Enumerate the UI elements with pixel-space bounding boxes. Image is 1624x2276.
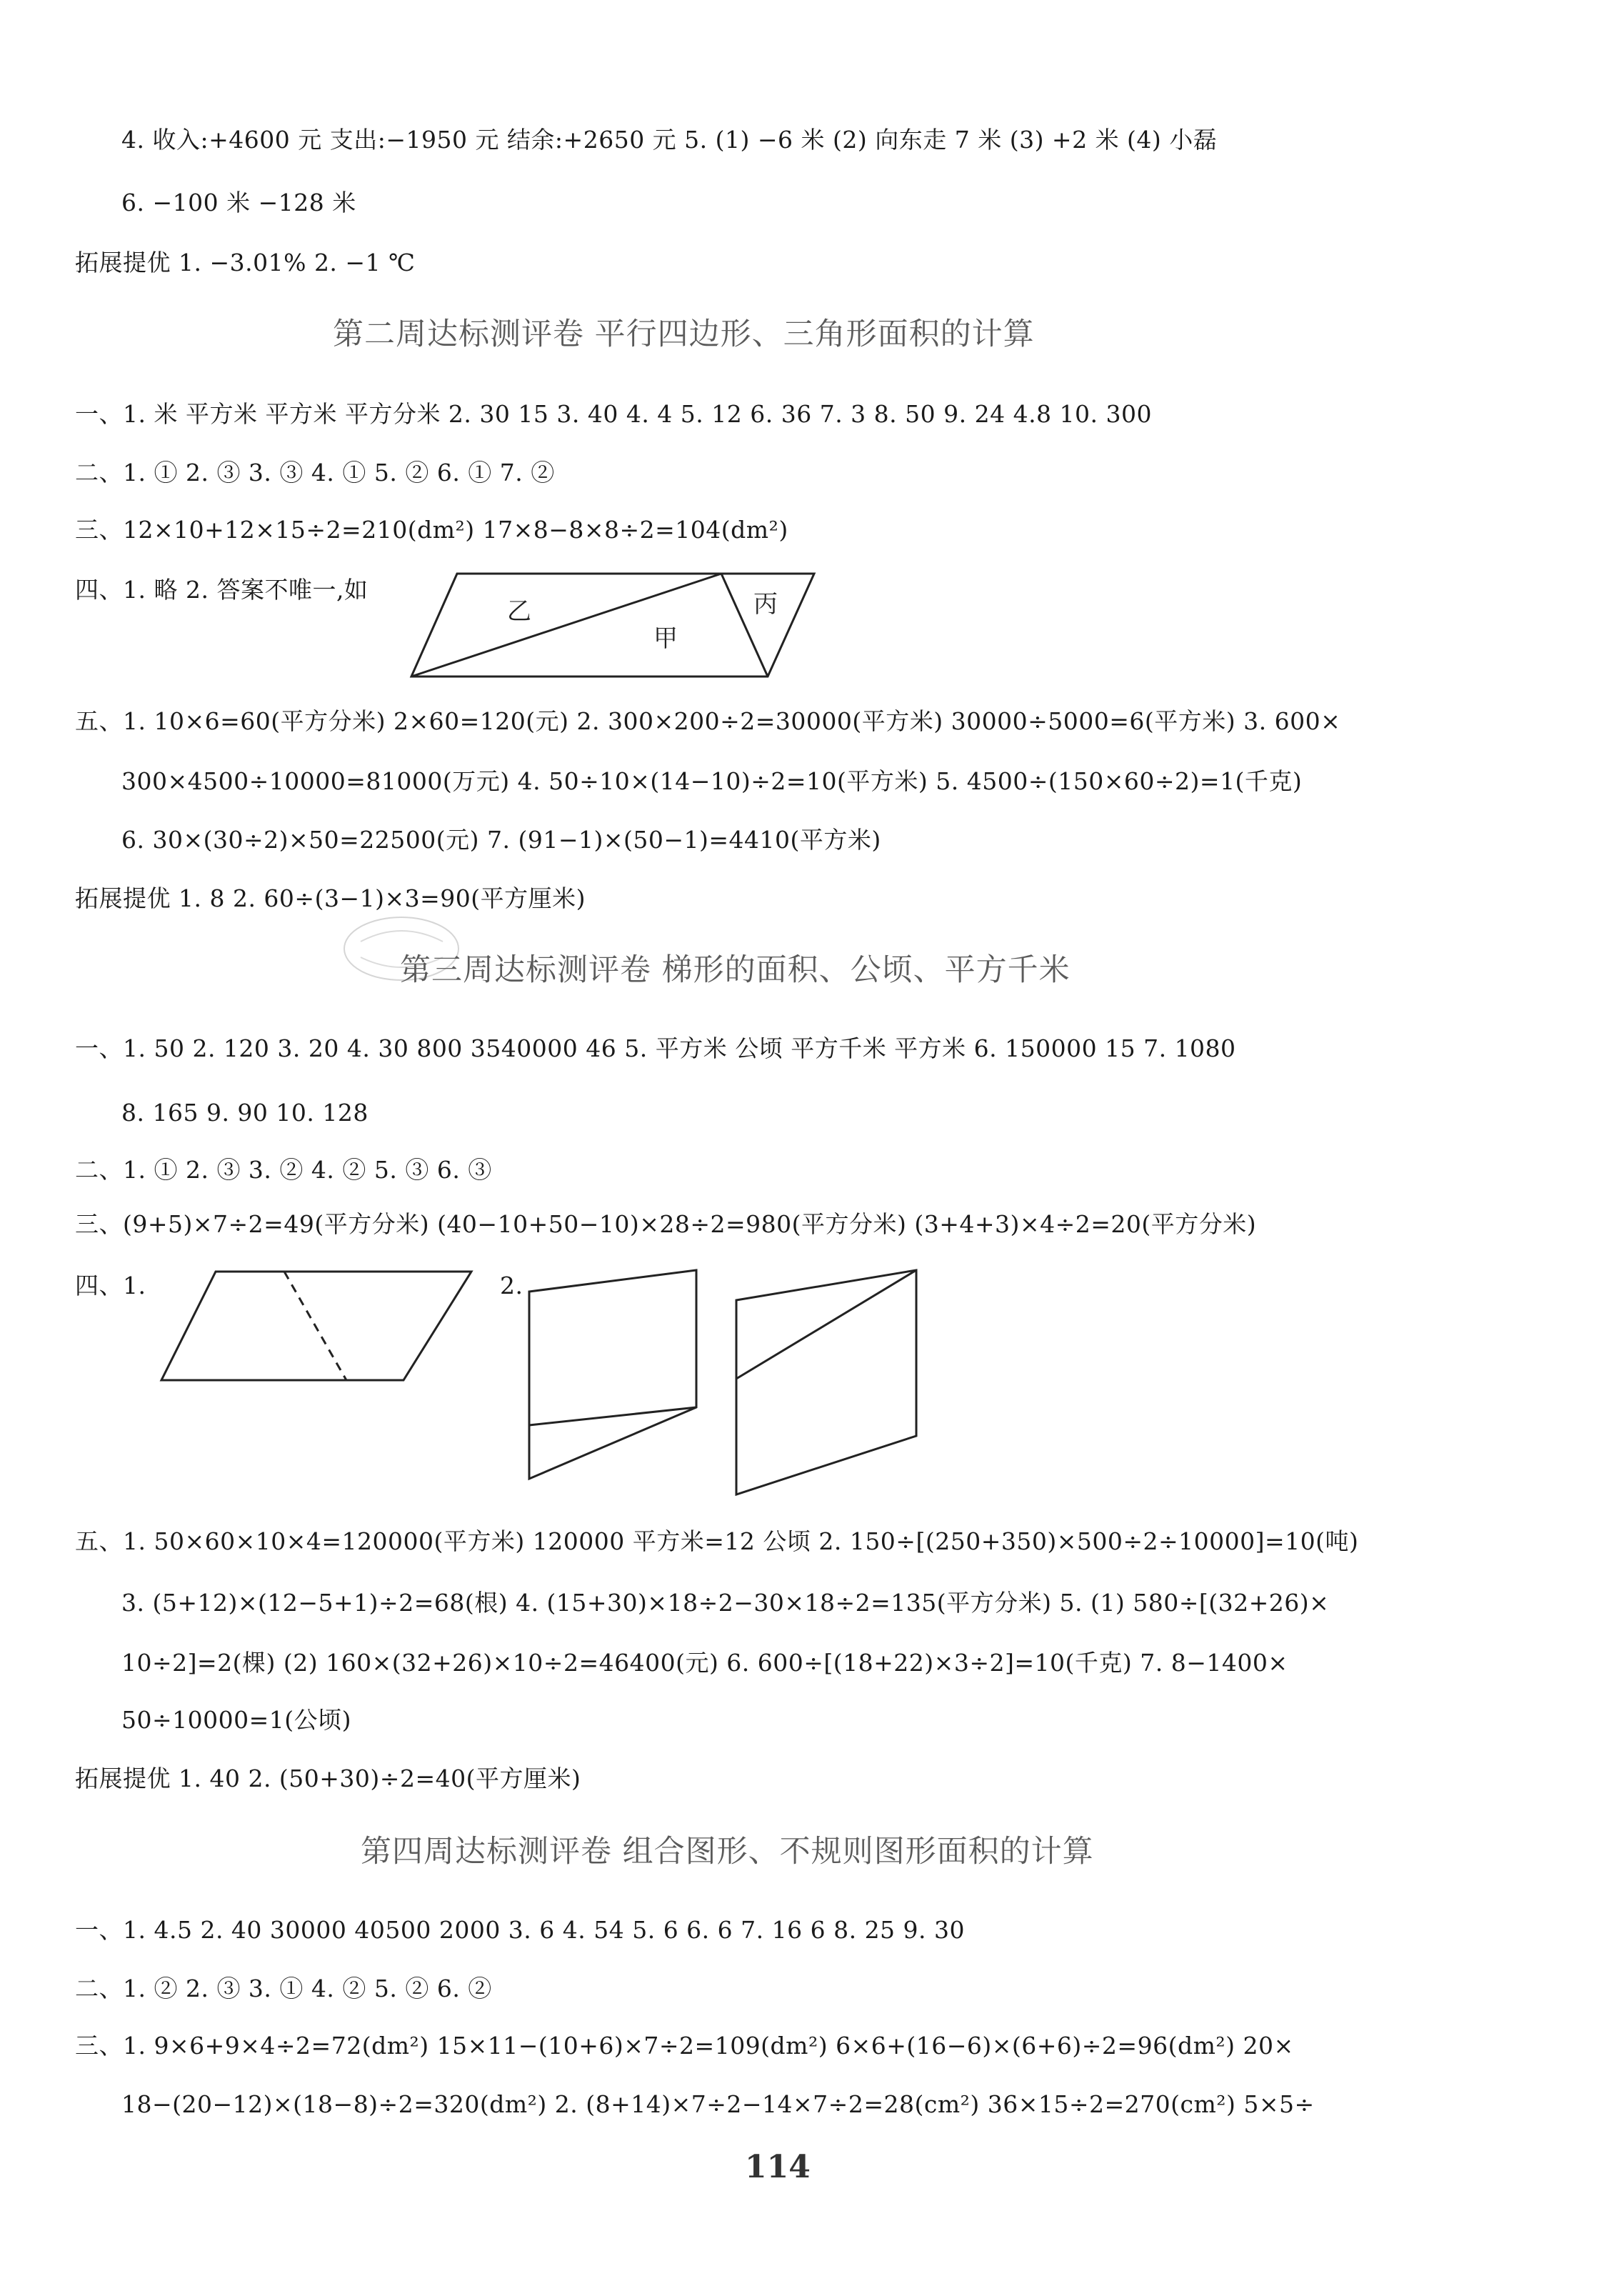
extension-line: 拓展提优 1. −3.01% 2. −1 ℃ (75, 249, 416, 276)
answer-line: 6. −100 米 −128 米 (121, 189, 356, 216)
answer-line: 三、12×10+12×15÷2=210(dm²) 17×8−8×8÷2=104(dm²) (75, 516, 788, 544)
answer-line: 二、1. ① 2. ③ 3. ③ 4. ① 5. ② 6. ① 7. ② (75, 459, 555, 486)
fig-label-yi: 乙 (507, 597, 531, 626)
page-number: 114 (745, 2149, 811, 2185)
answer-line: 二、1. ② 2. ③ 3. ① 4. ② 5. ② 6. ② (75, 1975, 492, 2002)
parallelogram-dashed-figure (157, 1264, 475, 1386)
answer-line: 四、1. 略 2. 答案不唯一,如 (75, 576, 369, 604)
parallelogram-figure (407, 568, 821, 682)
answer-line: 18−(20−12)×(18−8)÷2=320(dm²) 2. (8+14)×7÷2−14×7÷2=28(cm²) 36×15÷2=270(cm²) 5×5÷ (121, 2090, 1315, 2118)
answer-line: 10÷2]=2(棵) (2) 160×(32+26)×10÷2=46400(元) 6. 600÷[(18+22)×3÷2]=10(千克) 7. 8−1400× (121, 1649, 1288, 1677)
extension-line: 拓展提优 1. 40 2. (50+30)÷2=40(平方厘米) (75, 1765, 581, 1792)
fig-label-bing: 丙 (753, 590, 778, 619)
answer-line: 五、1. 50×60×10×4=120000(平方米) 120000 平方米=12 公顷 2. 150÷[(250+350)×500÷2÷10000]=10(吨) (75, 1527, 1359, 1555)
answer-line: 8. 165 9. 90 10. 128 (121, 1099, 369, 1127)
answer-line: 2. (500, 1272, 523, 1299)
answer-line: 二、1. ① 2. ③ 3. ② 4. ② 5. ③ 6. ③ (75, 1156, 492, 1184)
answer-line: 四、1. (75, 1272, 146, 1299)
trapezoid-figure-2 (732, 1264, 925, 1500)
answer-line: 50÷10000=1(公顷) (121, 1706, 352, 1734)
answer-line: 6. 30×(30÷2)×50=22500(元) 7. (91−1)×(50−1)=4410(平方米) (121, 826, 881, 854)
answer-line: 300×4500÷10000=81000(万元) 4. 50÷10×(14−10)÷2=10(平方米) 5. 4500÷(150×60÷2)=1(千克) (121, 767, 1303, 795)
section-title-week2: 第二周达标测评卷 平行四边形、三角形面积的计算 (333, 316, 1035, 352)
answer-line: 4. 收入:+4600 元 支出:−1950 元 结余:+2650 元 5. (1) −6 米 (2) 向东走 7 米 (3) +2 米 (4) 小磊 (121, 126, 1218, 154)
section-title-week3: 第三周达标测评卷 梯形的面积、公顷、平方千米 (400, 952, 1071, 988)
answer-line: 3. (5+12)×(12−5+1)÷2=68(根) 4. (15+30)×18÷2−30×18÷2=135(平方分米) 5. (1) 580÷[(32+26)× (121, 1589, 1330, 1617)
fig-label-jia: 甲 (653, 624, 678, 653)
trapezoid-figure-1 (525, 1264, 703, 1486)
answer-line: 三、(9+5)×7÷2=49(平方分米) (40−10+50−10)×28÷2=980(平方分米) (3+4+3)×4÷2=20(平方分米) (75, 1210, 1257, 1238)
answer-line: 一、1. 4.5 2. 40 30000 40500 2000 3. 6 4. 54 5. 6 6. 6 7. 16 6 8. 25 9. 30 (75, 1916, 966, 1944)
section-title-week4: 第四周达标测评卷 组合图形、不规则图形面积的计算 (361, 1834, 1094, 1870)
answer-line: 一、1. 50 2. 120 3. 20 4. 30 800 3540000 46 5. 平方米 公顷 平方千米 平方米 6. 150000 15 7. 1080 (75, 1034, 1236, 1062)
answer-line: 一、1. 米 平方米 平方米 平方分米 2. 30 15 3. 40 4. 4 5. 12 6. 36 7. 3 8. 50 9. 24 4.8 10. 300 (75, 400, 1153, 428)
extension-line: 拓展提优 1. 8 2. 60÷(3−1)×3=90(平方厘米) (75, 884, 586, 912)
answer-line: 五、1. 10×6=60(平方分米) 2×60=120(元) 2. 300×200÷2=30000(平方米) 30000÷5000=6(平方米) 3. 600× (75, 707, 1341, 735)
answer-line: 三、1. 9×6+9×4÷2=72(dm²) 15×11−(10+6)×7÷2=109(dm²) 6×6+(16−6)×(6+6)÷2=96(dm²) 20× (75, 2032, 1294, 2060)
